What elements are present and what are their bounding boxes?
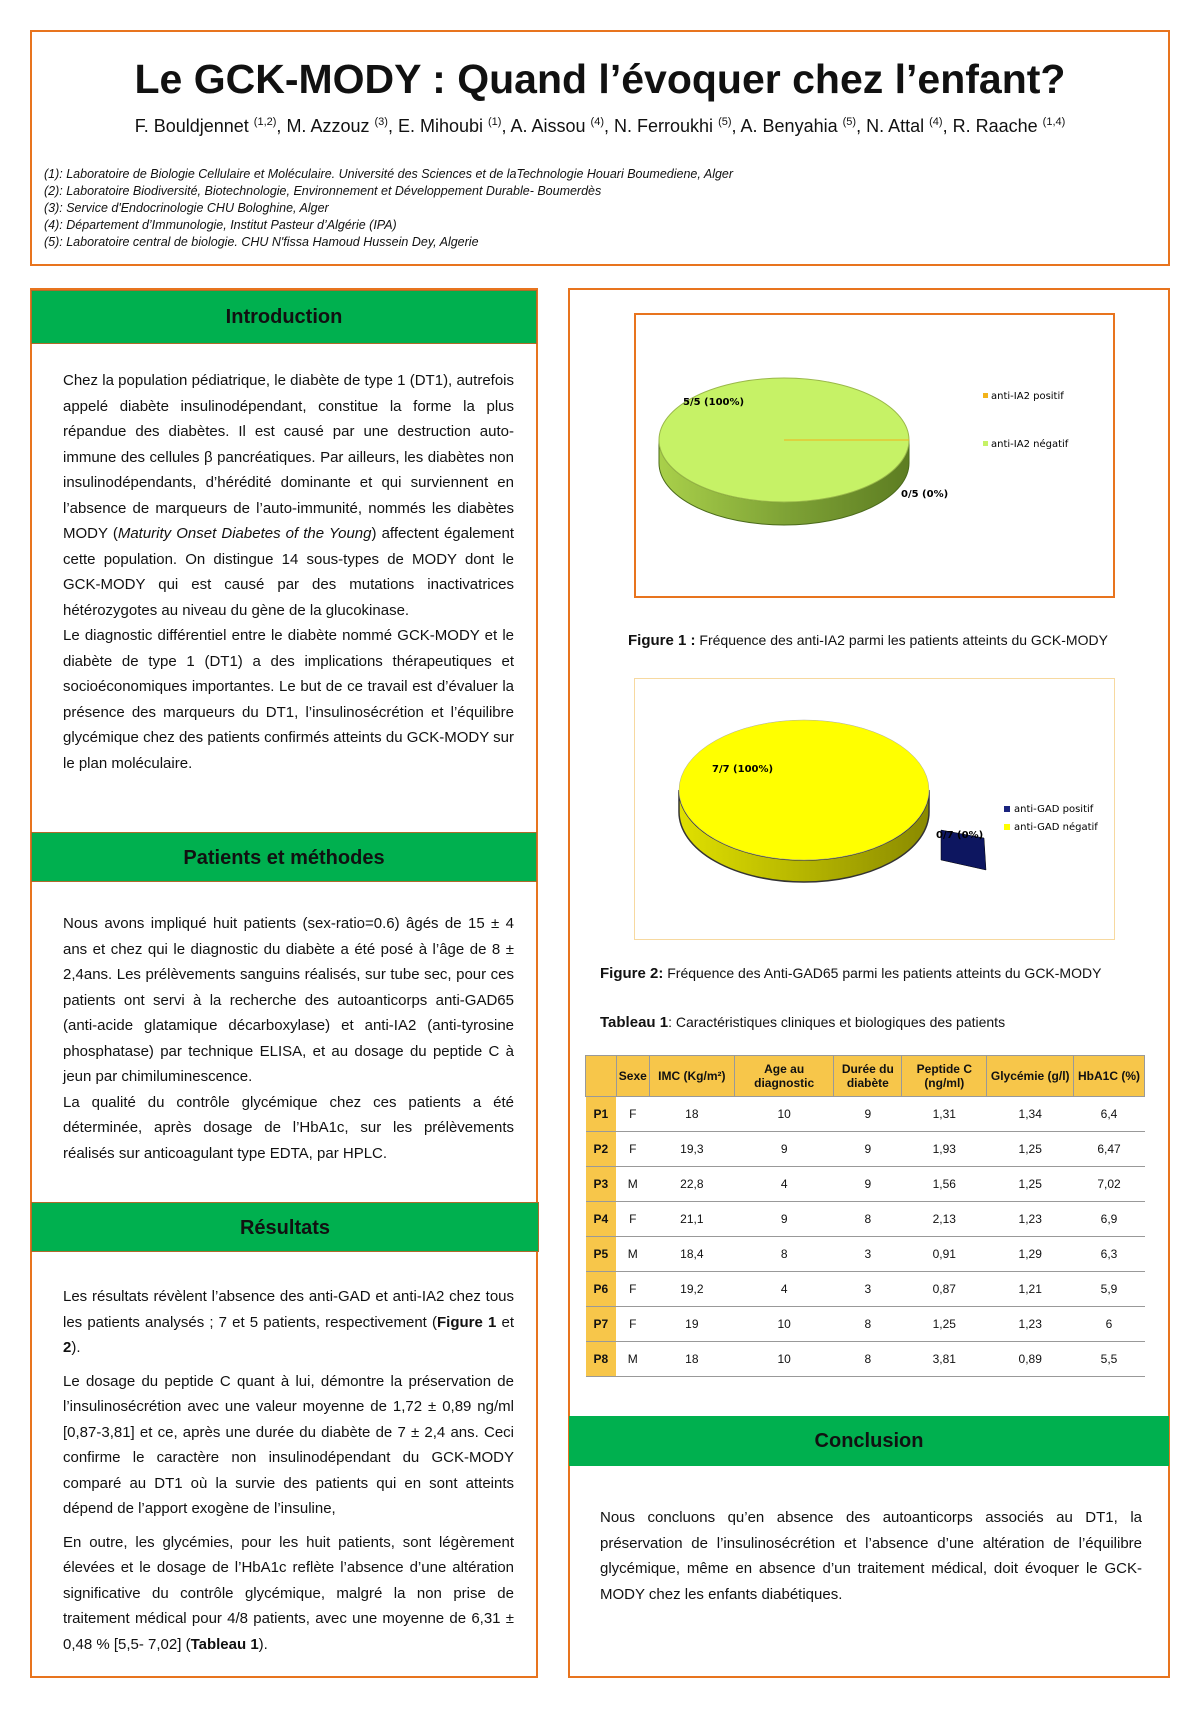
table1-header-row <box>586 1056 1145 1097</box>
table1-cell: 7,02 <box>1074 1167 1145 1202</box>
table1-header-cell: Durée du diabète <box>834 1056 902 1097</box>
table-row <box>586 1237 1145 1272</box>
table1-cell: 1,25 <box>987 1132 1074 1167</box>
methods-heading: Patients et méthodes <box>31 832 537 882</box>
methods-text: Nous avons impliqué huit patients (sex-ratio=0.6) âgés de 15 ± 4 ans et chez qui le diagnostic du diabète a été posé à l’âge de 8 ± 2,4ans. Les prélèvements sanguins réalisés, sur tube sec, pour ces patients ont servi à la recherche des autoanticorps anti-GAD65 (anti-acide glatamique décarboxylase) et anti-IA2 (anti-tyrosine phosphatase) par technique ELISA, et au dosage du peptide C à jeun par chimiluminescence. La qualité du contrôle glycémique chez ces patients a été déterminée, après dosage de l’HbA1c, sur les prélèvements réalisés sur anticoagulant type EDTA, par HPLC. <box>63 915 514 1162</box>
pie2-slice-negatif <box>679 720 929 860</box>
table1-cell: 1,23 <box>987 1307 1074 1342</box>
table1-cell: 1,21 <box>987 1272 1074 1307</box>
table1-cell: 8 <box>734 1237 834 1272</box>
table1-cell: 8 <box>834 1307 902 1342</box>
table1-cell: 0,87 <box>902 1272 987 1307</box>
figure2-caption: Figure 2: Fréquence des Anti-GAD65 parmi les patients atteints du GCK-MODY <box>600 965 1102 982</box>
affiliation: (4): Département d’Immunologie, Institut Pasteur d’Algérie (IPA) <box>44 218 397 232</box>
legend1-swatch-negatif <box>983 441 988 446</box>
affiliation-list <box>44 166 733 251</box>
author: E. Mihoubi $^{(1)}$, <box>397 116 511 136</box>
table1-row-id: P2 <box>586 1132 617 1167</box>
figure2-pie-chart <box>636 680 1113 938</box>
table1-cell: F <box>616 1097 649 1132</box>
table1-cell: 19,2 <box>649 1272 734 1307</box>
legend1-label-negatif: anti-IA2 négatif <box>991 439 1069 450</box>
pie1-label-negatif: 5/5 (100%) <box>683 397 745 408</box>
affiliation: (5): Laboratoire central de biologie. CHU N'fissa Hamoud Hussein Dey, Algerie <box>44 235 479 249</box>
table1-row-id: P7 <box>586 1307 617 1342</box>
table1-cell: 18,4 <box>649 1237 734 1272</box>
introduction-text: Chez la population pédiatrique, le diabète de type 1 (DT1), autrefois appelé diabète insulinodépendant, constitue la forme la plus répandue des diabètes. Il est causé par une destruction auto-immune des cellules β pancréatiques. Par ailleurs, les diabètes non insulinodépendants, d’hérédité dominante et qui surviennent en l’absence de marqueurs de l’auto-immunité, nommés les diabètes MODY (Maturity Onset Diabetes of the Young) affectent également cette population. On distingue 14 sous-types de MODY dont le GCK-MODY qui est causé par des mutations inactivatrices hétérozygotes au niveau du gène de la glucokinase. Le diagnostic différentiel entre le diabète nommé GCK-MODY et le diabète de type 1 (DT1) a des implications thérapeutiques et socioéconomiques importantes. Le but de ce travail est d’évaluer la présence des marqueurs du DT1, l’insulinosécrétion et l’équilibre glycémique chez des patients confirmés atteints du GCK-MODY sur le plan moléculaire. <box>63 372 514 772</box>
table1-row-id: P1 <box>586 1097 617 1132</box>
affiliation: (2): Laboratoire Biodiversité, Biotechnologie, Environnement et Développement Durable- Boumerdès <box>44 184 602 198</box>
poster-title: Le GCK-MODY : Quand l’évoquer chez l’enfant? <box>134 56 1066 102</box>
table1-caption: Tableau 1: Caractéristiques cliniques et biologiques des patients <box>600 1014 1006 1031</box>
table1-row-id: P3 <box>586 1167 617 1202</box>
table1-cell: 5,9 <box>1074 1272 1145 1307</box>
table1-row-id: P8 <box>586 1342 617 1377</box>
legend1-label-positif: anti-IA2 positif <box>991 391 1064 402</box>
pie1-label-positif: 0/5 (0%) <box>901 489 949 500</box>
table-row <box>586 1307 1145 1342</box>
table-row <box>586 1132 1145 1167</box>
results-heading: Résultats <box>31 1202 539 1252</box>
table1-cell: 19 <box>649 1307 734 1342</box>
author: A. Benyahia $^{(5)}$, <box>740 116 867 136</box>
table1-cell: M <box>616 1167 649 1202</box>
author: N. Ferroukhi $^{(5)}$, <box>614 116 741 136</box>
table1-cell: F <box>616 1307 649 1342</box>
table1-cell: 9 <box>734 1202 834 1237</box>
table1-cell: 4 <box>734 1272 834 1307</box>
table1-cell: 10 <box>734 1307 834 1342</box>
table-row <box>586 1272 1145 1307</box>
author: A. Aissou $^{(4)}$, <box>510 116 615 136</box>
conclusion-text: Nous concluons qu’en absence des autoanticorps associés au DT1, la préservation de l’insulinosécrétion et l’absence d’une altération de l’équilibre glycémique, même en absence d’un traitement médical, doit évoquer le GCK-MODY chez les enfants diabétiques. <box>600 1509 1142 1603</box>
table1-cell: 1,29 <box>987 1237 1074 1272</box>
table1-cell: F <box>616 1202 649 1237</box>
table1-cell: 0,91 <box>902 1237 987 1272</box>
pie2-label-negatif: 7/7 (100%) <box>712 764 774 775</box>
table1-cell: 1,93 <box>902 1132 987 1167</box>
table1-cell: 1,34 <box>987 1097 1074 1132</box>
table1-cell: M <box>616 1342 649 1377</box>
figure1-pie-chart <box>636 315 1113 596</box>
table1-cell: 6,9 <box>1074 1202 1145 1237</box>
author: N. Attal $^{(4)}$, <box>866 116 953 136</box>
table-row <box>586 1342 1145 1377</box>
table1-header-cell: Glycémie (g/l) <box>987 1056 1074 1097</box>
table1-cell: 21,1 <box>649 1202 734 1237</box>
table1-cell: 6,47 <box>1074 1132 1145 1167</box>
table1-cell: 18 <box>649 1342 734 1377</box>
table1-header-cell <box>586 1056 617 1097</box>
affiliation: (1): Laboratoire de Biologie Cellulaire et Moléculaire. Université des Sciences et de laTechnologie Houari Boumediene, Alger <box>44 167 734 181</box>
author: M. Azzouz $^{(3)}$, <box>286 116 398 136</box>
table1-cell: 8 <box>834 1202 902 1237</box>
table1-row-id: P6 <box>586 1272 617 1307</box>
table1-cell: F <box>616 1272 649 1307</box>
table1-cell: 1,56 <box>902 1167 987 1202</box>
affiliation: (3): Service d'Endocrinologie CHU Bologhine, Alger <box>44 201 329 215</box>
table1-row-id: P4 <box>586 1202 617 1237</box>
table1-cell: 6,3 <box>1074 1237 1145 1272</box>
table1-cell: 18 <box>649 1097 734 1132</box>
table1-cell: F <box>616 1132 649 1167</box>
table-row <box>586 1097 1145 1132</box>
legend2-label-negatif: anti-GAD négatif <box>1014 822 1098 833</box>
table1-cell: 6,4 <box>1074 1097 1145 1132</box>
table1-header-cell: Peptide C (ng/ml) <box>902 1056 987 1097</box>
table1-cell: 1,23 <box>987 1202 1074 1237</box>
pie2-label-positif: 0/7 (0%) <box>936 830 984 841</box>
conclusion-heading: Conclusion <box>569 1416 1169 1466</box>
table1-header-cell: HbA1C (%) <box>1074 1056 1145 1097</box>
table1-cell: 10 <box>734 1342 834 1377</box>
table1-cell: 4 <box>734 1167 834 1202</box>
table1-cell: 10 <box>734 1097 834 1132</box>
table1-cell: 22,8 <box>649 1167 734 1202</box>
author-list <box>0 116 1200 137</box>
table1 <box>585 1055 1145 1377</box>
table-row <box>586 1202 1145 1237</box>
table1-header-cell: Age au diagnostic <box>734 1056 834 1097</box>
table1-cell: 9 <box>734 1132 834 1167</box>
table1-cell: 9 <box>834 1132 902 1167</box>
table1-cell: 3 <box>834 1237 902 1272</box>
table1-cell: M <box>616 1237 649 1272</box>
introduction-heading: Introduction <box>31 290 537 344</box>
table1-cell: 1,25 <box>902 1307 987 1342</box>
table1-cell: 5,5 <box>1074 1342 1145 1377</box>
table1-cell: 19,3 <box>649 1132 734 1167</box>
legend2-swatch-positif <box>1004 806 1010 812</box>
table1-header-cell: Sexe <box>616 1056 649 1097</box>
results-text: Les résultats révèlent l’absence des anti-GAD et anti-IA2 chez tous les patients analysés ; 7 et 5 patients, respectivement (Figure 1 et 2). Le dosage du peptide C quant à lui, démontre la préservation de l’insulinosécrétion avec une valeur moyenne de 1,72 ± 0,89 ng/ml [0,87-3,81] et ce, après une durée du diabète de 7 ± 2,4 ans. Ceci confirme le caractère non insulinodépendant du GCK-MODY comparé au DT1 où la survie des patients qui en sont atteints dépend de l’apport exogène de l’insuline, En outre, les glycémies, pour les huit patients, sont légèrement élevées et le dosage de l’HbA1c reflète l’absence d’une altération significative du contrôle glycémique, malgré la non prise de traitement médical pour 4/8 patients, avec une moyenne de 6,31 ± 0,48 % [5,5- 7,02] (Tableau 1). <box>63 1288 514 1653</box>
table1-cell: 3 <box>834 1272 902 1307</box>
table1-cell: 9 <box>834 1097 902 1132</box>
table1-cell: 0,89 <box>987 1342 1074 1377</box>
table1-row-id: P5 <box>586 1237 617 1272</box>
figure1-caption: Figure 1 : Fréquence des anti-IA2 parmi les patients atteints du GCK-MODY <box>628 632 1108 649</box>
table1-cell: 2,13 <box>902 1202 987 1237</box>
table1-header-cell: IMC (Kg/m²) <box>649 1056 734 1097</box>
author: F. Bouldjennet $^{(1,2)}$, <box>134 116 287 136</box>
table1-cell: 9 <box>834 1167 902 1202</box>
table1-cell: 1,31 <box>902 1097 987 1132</box>
author: R. Raache $^{(1,4)}$ <box>952 116 1066 136</box>
table-row <box>586 1167 1145 1202</box>
legend2-label-positif: anti-GAD positif <box>1014 804 1094 815</box>
table1-cell: 6 <box>1074 1307 1145 1342</box>
table1-cell: 1,25 <box>987 1167 1074 1202</box>
table1-cell: 8 <box>834 1342 902 1377</box>
legend1-swatch-positif <box>983 393 988 398</box>
table1-cell: 3,81 <box>902 1342 987 1377</box>
legend2-swatch-negatif <box>1004 824 1010 830</box>
